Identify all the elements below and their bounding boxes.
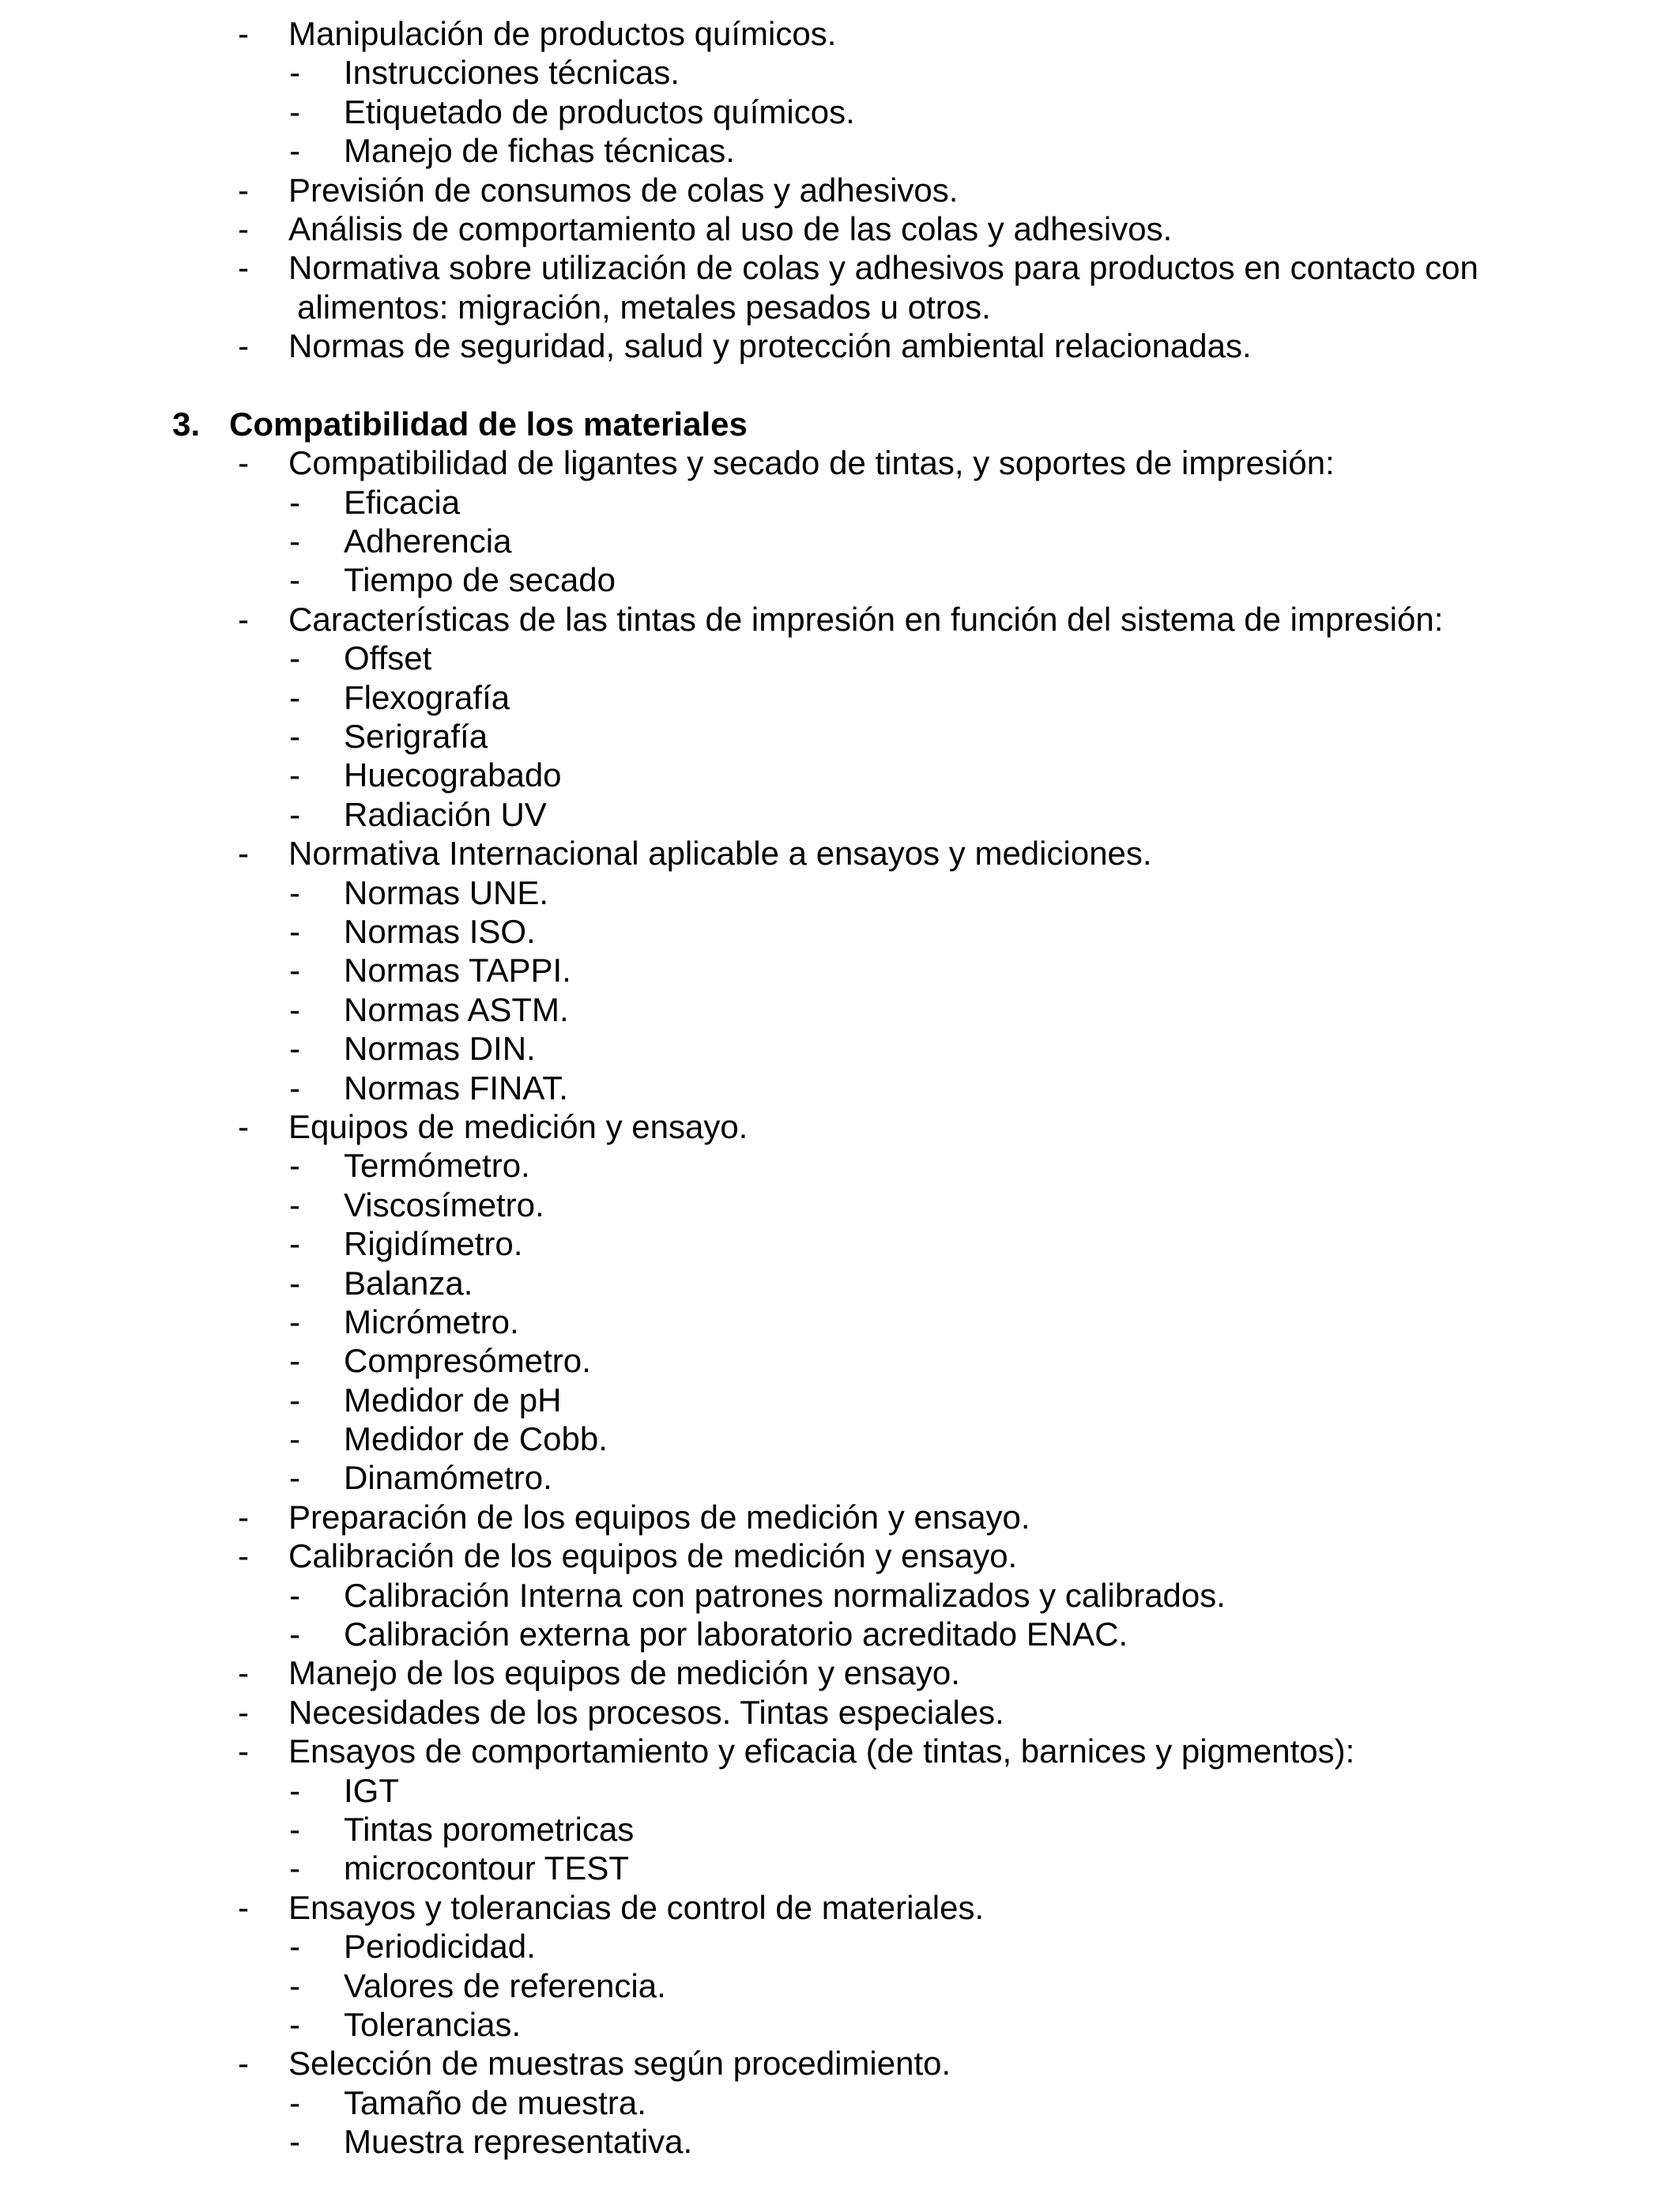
list-item-text: Normas DIN. [344, 1030, 536, 1068]
bullet-dash: - [289, 2083, 300, 2121]
section-title: Compatibilidad de los materiales [229, 405, 748, 443]
sub-list-item [0, 1458, 1680, 1497]
bullet-dash: - [238, 2045, 249, 2083]
list-item-text: Normas ISO. [344, 912, 536, 950]
sub-list-item [0, 560, 1680, 599]
sub-list-item [0, 1771, 1680, 1810]
section-number: 3. [172, 405, 201, 443]
list-item-text: Termómetro. [344, 1147, 530, 1185]
sub-list-item [0, 1146, 1680, 1185]
list-item-text: Normas ASTM. [344, 990, 569, 1028]
list-item-text: Radiación UV [344, 795, 547, 833]
bullet-dash: - [238, 1107, 249, 1145]
bullet-dash: - [289, 1225, 300, 1263]
list-item [0, 1653, 1680, 1692]
bullet-dash: - [289, 483, 300, 521]
list-item-text: Flexografía [344, 678, 510, 716]
bullet-dash: - [289, 1576, 300, 1614]
bullet-dash: - [238, 600, 249, 638]
list-item-text: Manejo de fichas técnicas. [344, 132, 735, 170]
list-item [0, 1107, 1680, 1146]
bullet-dash: - [289, 92, 300, 130]
list-item-text: Equipos de medición y ensayo. [288, 1107, 748, 1145]
list-item-text: microcontour TEST [344, 1849, 629, 1887]
list-item-text: Eficacia [344, 483, 461, 521]
sub-list-item [0, 1966, 1680, 2005]
list-item-text: Normas UNE. [344, 873, 549, 911]
bullet-dash: - [289, 952, 300, 990]
blank-line [0, 366, 1680, 405]
list-item-text: Necesidades de los procesos. Tintas especiales. [288, 1693, 1004, 1731]
sub-list-item [0, 1069, 1680, 1107]
bullet-dash: - [238, 1537, 249, 1575]
sub-list-item [0, 1341, 1680, 1380]
list-item-text: Ensayos de comportamiento y eficacia (de tintas, barnices y pigmentos): [288, 1732, 1355, 1770]
sub-list-item [0, 1381, 1680, 1419]
list-item-text: Adherencia [344, 522, 512, 560]
bullet-dash: - [238, 15, 249, 52]
sub-list-item [0, 1576, 1680, 1615]
bullet-dash: - [238, 835, 249, 873]
list-item-text: Normas de seguridad, salud y protección ambiental relacionadas. [288, 327, 1252, 365]
sub-list-item [0, 1419, 1680, 1458]
list-item-text: Micrómetro. [344, 1302, 519, 1340]
sub-list-item [0, 1224, 1680, 1263]
list-item-text: Selección de muestras según procedimiento. [288, 2045, 951, 2083]
sub-list-item [0, 92, 1680, 131]
bullet-dash: - [289, 1615, 300, 1653]
bullet-dash: - [289, 1342, 300, 1380]
sub-list-item [0, 1927, 1680, 1966]
bullet-dash: - [289, 1459, 300, 1497]
sub-list-item [0, 1615, 1680, 1653]
list-item [0, 1693, 1680, 1732]
list-item-text: Serigrafía [344, 718, 488, 756]
sub-list-item [0, 639, 1680, 677]
bullet-dash: - [289, 1030, 300, 1068]
bullet-dash: - [289, 522, 300, 560]
bullet-dash: - [289, 2123, 300, 2161]
bullet-dash: - [289, 54, 300, 92]
list-item [0, 834, 1680, 873]
list-item-text: Dinamómetro. [344, 1459, 552, 1497]
list-item-text: Balanza. [344, 1264, 473, 1302]
sub-list-item [0, 795, 1680, 834]
list-item-text: Periodicidad. [344, 1928, 536, 1966]
sub-list-item [0, 1849, 1680, 1887]
list-item-text: Normas FINAT. [344, 1069, 568, 1106]
list-item-text: Tamaño de muestra. [344, 2083, 646, 2121]
sub-list-item [0, 522, 1680, 560]
bullet-dash: - [238, 1888, 249, 1926]
list-item [0, 248, 1680, 287]
bullet-dash: - [289, 639, 300, 677]
sub-list-item [0, 756, 1680, 794]
list-item-text: Manipulación de productos químicos. [288, 15, 837, 52]
list-item-text: Calibración de los equipos de medición y ensayo. [288, 1537, 1018, 1575]
list-item [0, 2044, 1680, 2083]
bullet-dash: - [289, 1420, 300, 1458]
list-item-text: Viscosímetro. [344, 1186, 544, 1223]
bullet-dash: - [289, 756, 300, 794]
sub-list-item [0, 678, 1680, 717]
sub-list-item [0, 951, 1680, 990]
bullet-dash: - [238, 171, 249, 209]
list-item-text: Compresómetro. [344, 1342, 591, 1380]
bullet-dash: - [238, 1693, 249, 1731]
bullet-dash: - [289, 1381, 300, 1419]
list-item-text: Huecograbado [344, 756, 562, 794]
sub-list-item [0, 1264, 1680, 1302]
bullet-dash: - [289, 990, 300, 1028]
list-item [0, 14, 1680, 53]
bullet-dash: - [289, 1771, 300, 1809]
bullet-dash: - [238, 444, 249, 482]
bullet-dash: - [238, 249, 249, 287]
list-item [0, 1888, 1680, 1927]
bullet-dash: - [289, 1147, 300, 1185]
bullet-dash: - [238, 1654, 249, 1692]
list-item-text: Offset [344, 639, 432, 677]
list-item-text: Características de las tintas de impresión en función del sistema de impresión: [288, 600, 1444, 638]
sub-list-item [0, 912, 1680, 951]
list-item-text: Normativa sobre utilización de colas y adhesivos para productos en contacto con [288, 249, 1478, 287]
bullet-dash: - [289, 561, 300, 599]
bullet-dash: - [289, 678, 300, 716]
bullet-dash: - [238, 209, 249, 247]
list-item-text: Compatibilidad de ligantes y secado de tintas, y soportes de impresión: [288, 444, 1335, 482]
list-item-text: Muestra representativa. [344, 2123, 693, 2161]
sub-list-item [0, 873, 1680, 912]
list-item-text: Análisis de comportamiento al uso de las colas y adhesivos. [288, 209, 1173, 247]
list-item [0, 1498, 1680, 1536]
list-item [0, 1536, 1680, 1575]
list-item-text: Previsión de consumos de colas y adhesivos. [288, 171, 959, 209]
bullet-dash: - [289, 1966, 300, 2004]
sub-list-item [0, 483, 1680, 522]
list-item-text: Normativa Internacional aplicable a ensayos y mediciones. [288, 835, 1152, 873]
bullet-dash: - [238, 327, 249, 365]
bullet-dash: - [238, 1498, 249, 1536]
list-item-text: Calibración externa por laboratorio acreditado ENAC. [344, 1615, 1128, 1653]
list-item-text: alimentos: migración, metales pesados u otros. [297, 288, 991, 326]
bullet-dash: - [289, 873, 300, 911]
sub-list-item [0, 2122, 1680, 2161]
bullet-dash: - [289, 2005, 300, 2043]
list-item [0, 443, 1680, 482]
list-item-text: Calibración Interna con patrones normalizados y calibrados. [344, 1576, 1226, 1614]
list-item-text: Tintas porometricas [344, 1810, 635, 1848]
list-item-text: Manejo de los equipos de medición y ensayo. [288, 1654, 960, 1692]
sub-list-item [0, 1029, 1680, 1068]
list-item-text: Etiquetado de productos químicos. [344, 92, 855, 130]
list-item [0, 171, 1680, 209]
bullet-dash: - [289, 795, 300, 833]
sub-list-item [0, 1810, 1680, 1849]
sub-list-item [0, 990, 1680, 1029]
list-item-text: Medidor de pH [344, 1381, 562, 1419]
bullet-dash: - [289, 1264, 300, 1302]
sub-list-item [0, 1186, 1680, 1224]
bullet-dash: - [289, 1928, 300, 1966]
bullet-dash: - [289, 912, 300, 950]
list-item-text: IGT [344, 1771, 399, 1809]
list-item [0, 326, 1680, 365]
bullet-dash: - [289, 1069, 300, 1106]
bullet-dash: - [289, 1186, 300, 1223]
document-page [0, 14, 1680, 2161]
list-item-text: Rigidímetro. [344, 1225, 523, 1263]
list-item [0, 600, 1680, 639]
sub-list-item [0, 1302, 1680, 1341]
list-item-text: Ensayos y tolerancias de control de materiales. [288, 1888, 985, 1926]
bullet-dash: - [238, 1732, 249, 1770]
list-item-text: Tolerancias. [344, 2005, 522, 2043]
list-item-text: Valores de referencia. [344, 1966, 666, 2004]
bullet-dash: - [289, 718, 300, 756]
list-item [0, 1732, 1680, 1770]
bullet-dash: - [289, 1849, 300, 1887]
list-item-text: Normas TAPPI. [344, 952, 571, 990]
list-item-text: Instrucciones técnicas. [344, 54, 680, 92]
sub-list-item [0, 2083, 1680, 2122]
bullet-dash: - [289, 132, 300, 170]
list-item-text: Medidor de Cobb. [344, 1420, 608, 1458]
list-item-continuation [0, 288, 1680, 326]
list-item-text: Preparación de los equipos de medición y ensayo. [288, 1498, 1030, 1536]
sub-list-item [0, 53, 1680, 92]
bullet-dash: - [289, 1302, 300, 1340]
list-item [0, 209, 1680, 248]
list-item-text: Tiempo de secado [344, 561, 616, 599]
sub-list-item [0, 131, 1680, 170]
sub-list-item [0, 2005, 1680, 2044]
section-heading [0, 405, 1680, 443]
bullet-dash: - [289, 1810, 300, 1848]
sub-list-item [0, 717, 1680, 756]
